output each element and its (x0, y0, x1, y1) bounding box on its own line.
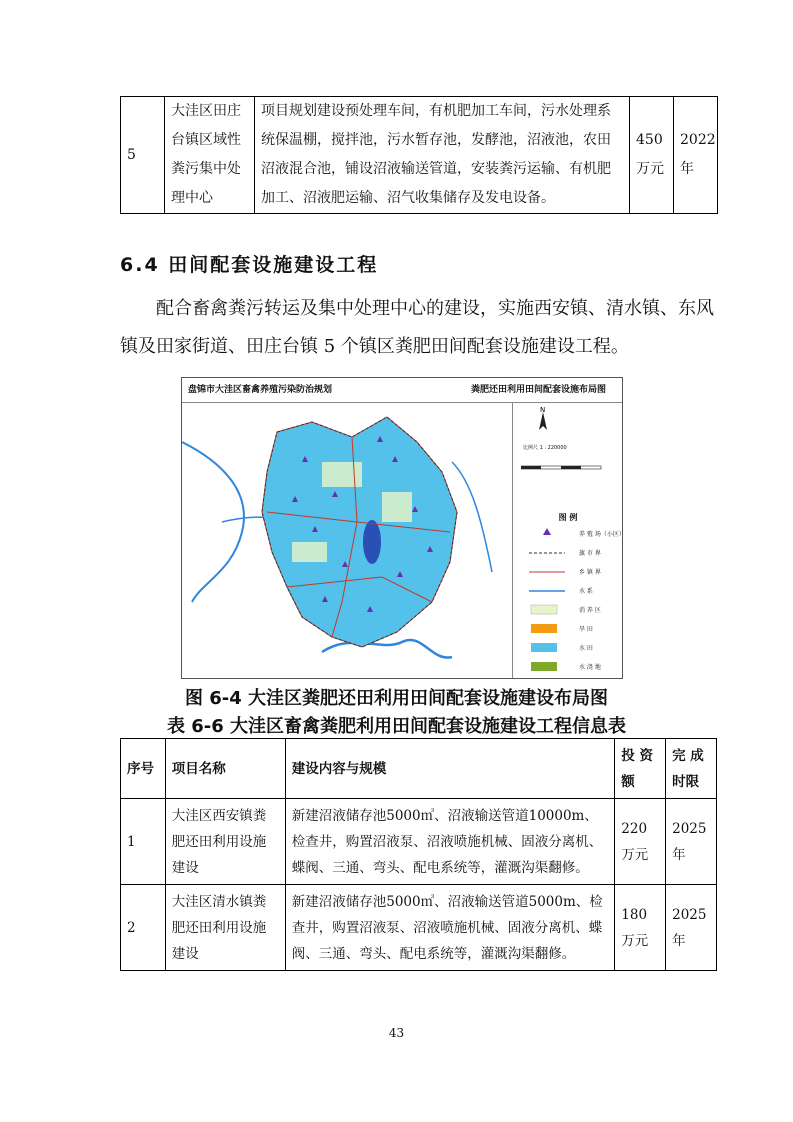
project-info-table (120, 738, 717, 971)
legend-symbols (517, 527, 577, 687)
project-name: 大洼区清水镇粪肥还田利用设施建设 (165, 885, 285, 971)
project-content: 新建沼液储存池5000㎥、沼液输送管道10000m、检查井，购置沼液泵、沼液喷施机械、固液分离机、蝶阀、三通、弯头、配电系统等，灌溉沟渠翻修。 (285, 799, 615, 885)
river (182, 442, 244, 602)
map-title-right: 粪肥还田利用田间配套设施布局图 (470, 385, 606, 395)
table-header-row (121, 739, 717, 799)
map-legend (512, 402, 623, 678)
map-drawing (182, 402, 512, 678)
culture-zone (322, 462, 362, 487)
culture-zone (292, 542, 327, 562)
legend-label: 水 浇 地 (579, 664, 601, 671)
row-index: 5 (121, 97, 165, 214)
project-investment: 450万元 (630, 97, 674, 214)
layout-map (181, 377, 623, 679)
culture-zone (382, 492, 412, 522)
table-caption: 表 6-6 大洼区畜禽粪肥利用田间配套设施建设工程信息表 (166, 716, 627, 737)
header-name: 项目名称 (165, 739, 285, 799)
project-content: 新建沼液储存池5000㎥、沼液输送管道5000m、检查井，购置沼液泵、沼液喷施机械、固液分离机、蝶阀、三通、弯头、配电系统等，灌溉沟渠翻修。 (285, 885, 615, 971)
project-investment: 220万元 (615, 799, 666, 885)
legend-label: 水 田 (579, 645, 593, 652)
project-deadline: 2025年 (666, 885, 717, 971)
table-row (121, 885, 717, 971)
river (452, 462, 492, 572)
section-heading: 6.4 田间配套设施建设工程 (120, 254, 379, 276)
table-row (121, 97, 718, 214)
scale-bar (521, 460, 631, 474)
legend-label: 旗 市 界 (579, 550, 601, 557)
row-index: 1 (121, 799, 166, 885)
legend-label: 乡 镇 界 (579, 569, 601, 576)
scale-label: 比例尺 1 : 220000 (523, 445, 567, 451)
legend-title: 图 例 (558, 513, 578, 522)
figure-caption: 图 6-4 大洼区粪肥还田利用田间配套设施建设布局图 (184, 688, 609, 709)
legend-label: 水 系 (579, 588, 593, 595)
project-deadline: 2022年 (674, 97, 718, 214)
row-index: 2 (121, 885, 166, 971)
header-content: 建设内容与规模 (285, 739, 615, 799)
header-deadline: 完 成时限 (666, 739, 717, 799)
map-title-bar (182, 378, 622, 403)
river (322, 640, 452, 658)
reservoir (363, 520, 381, 564)
page-number: 43 (388, 1026, 405, 1040)
project-table-continued (120, 96, 718, 214)
legend-label: 消 养 区 (579, 607, 601, 614)
project-deadline: 2025年 (666, 799, 717, 885)
legend-label: 养 殖 场（小区） (579, 531, 625, 538)
project-name: 大洼区田庄台镇区域性粪污集中处理中心 (165, 97, 255, 214)
project-content: 项目规划建设预处理车间，有机肥加工车间，污水处理系统保温棚，搅拌池，污水暂存池，发酵池，沼液池，农田沼液混合池，铺设沼液输送管道，安装粪污运输、有机肥加工、沼液肥运输、沼气收集储存及发电设备。 (255, 97, 630, 214)
header-index: 序号 (121, 739, 166, 799)
project-investment: 180万元 (615, 885, 666, 971)
svg-text:N: N (540, 406, 546, 414)
project-name: 大洼区西安镇粪肥还田利用设施建设 (165, 799, 285, 885)
district-paddy-area (262, 417, 457, 647)
legend-label: 旱 田 (579, 626, 593, 633)
header-investment: 投 资额 (615, 739, 666, 799)
body-paragraph: 配合畜禽粪污转运及集中处理中心的建设，实施西安镇、清水镇、东风镇及田家街道、田庄台镇 5 个镇区粪肥田间配套设施建设工程。 (120, 298, 714, 357)
map-title-left: 盘锦市大洼区畜禽养殖污染防治规划 (188, 385, 333, 395)
table-row (121, 799, 717, 885)
